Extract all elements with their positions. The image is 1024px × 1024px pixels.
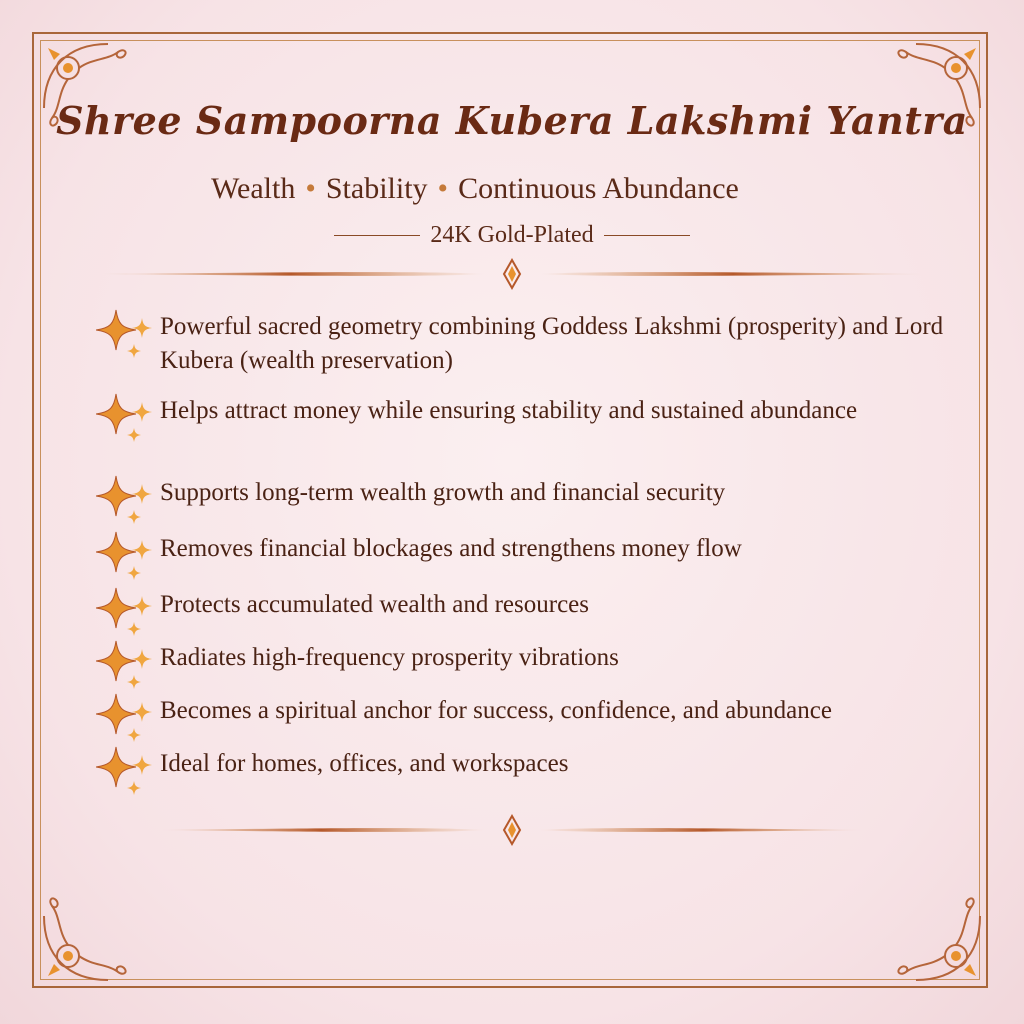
feature-list [96,310,976,800]
ornamental-divider-icon [96,258,928,290]
flourish-corner-icon [876,876,986,986]
list-item [96,747,976,800]
list-item [96,694,976,747]
feature-text: Removes financial blockages and strengthens money flow [160,535,742,562]
tagline-rule-left [334,235,420,236]
sparkle-star-icon [96,528,154,586]
feature-text: Helps attract money while ensuring stability and sustained abundance [160,397,858,424]
list-item [96,588,976,641]
subtitle-wealth: Wealth [211,172,296,205]
feature-text: Ideal for homes, offices, and workspaces [160,750,569,777]
sparkle-star-icon [96,472,154,530]
bullet-dot-icon: • [305,172,316,205]
feature-text: Protects accumulated wealth and resources [160,591,589,618]
sparkle-star-icon [96,306,154,364]
subtitle-abundance: Continuous Abundance [458,172,739,205]
tagline-row [0,218,1024,252]
flourish-corner-icon [38,876,148,986]
sparkle-star-icon [96,390,154,448]
sparkle-star-icon [96,637,154,695]
ornamental-divider-icon [156,814,868,846]
list-item [96,532,976,588]
feature-text: Powerful sacred geometry combining Goddess Lakshmi (prosperity) and Lord Kubera (wealth preservation) [160,313,944,374]
subtitle-stability: Stability [325,172,428,205]
page-title: Shree Sampoorna Kubera Lakshmi Yantra [56,98,968,143]
list-item [96,476,976,532]
feature-text: Radiates high-frequency prosperity vibrations [160,644,619,671]
subtitle [0,172,950,206]
bullet-dot-icon: • [437,172,449,205]
feature-text: Becomes a spiritual anchor for success, confidence, and abundance [160,697,832,724]
list-item [96,641,976,694]
sparkle-star-icon [96,743,154,801]
list-item [96,310,976,394]
sparkle-star-icon [96,584,154,642]
tagline: 24K Gold-Plated [430,221,594,248]
sparkle-star-icon [96,690,154,748]
list-item [96,394,976,476]
feature-text: Supports long-term wealth growth and financial security [160,479,726,506]
tagline-rule-right [604,235,690,236]
